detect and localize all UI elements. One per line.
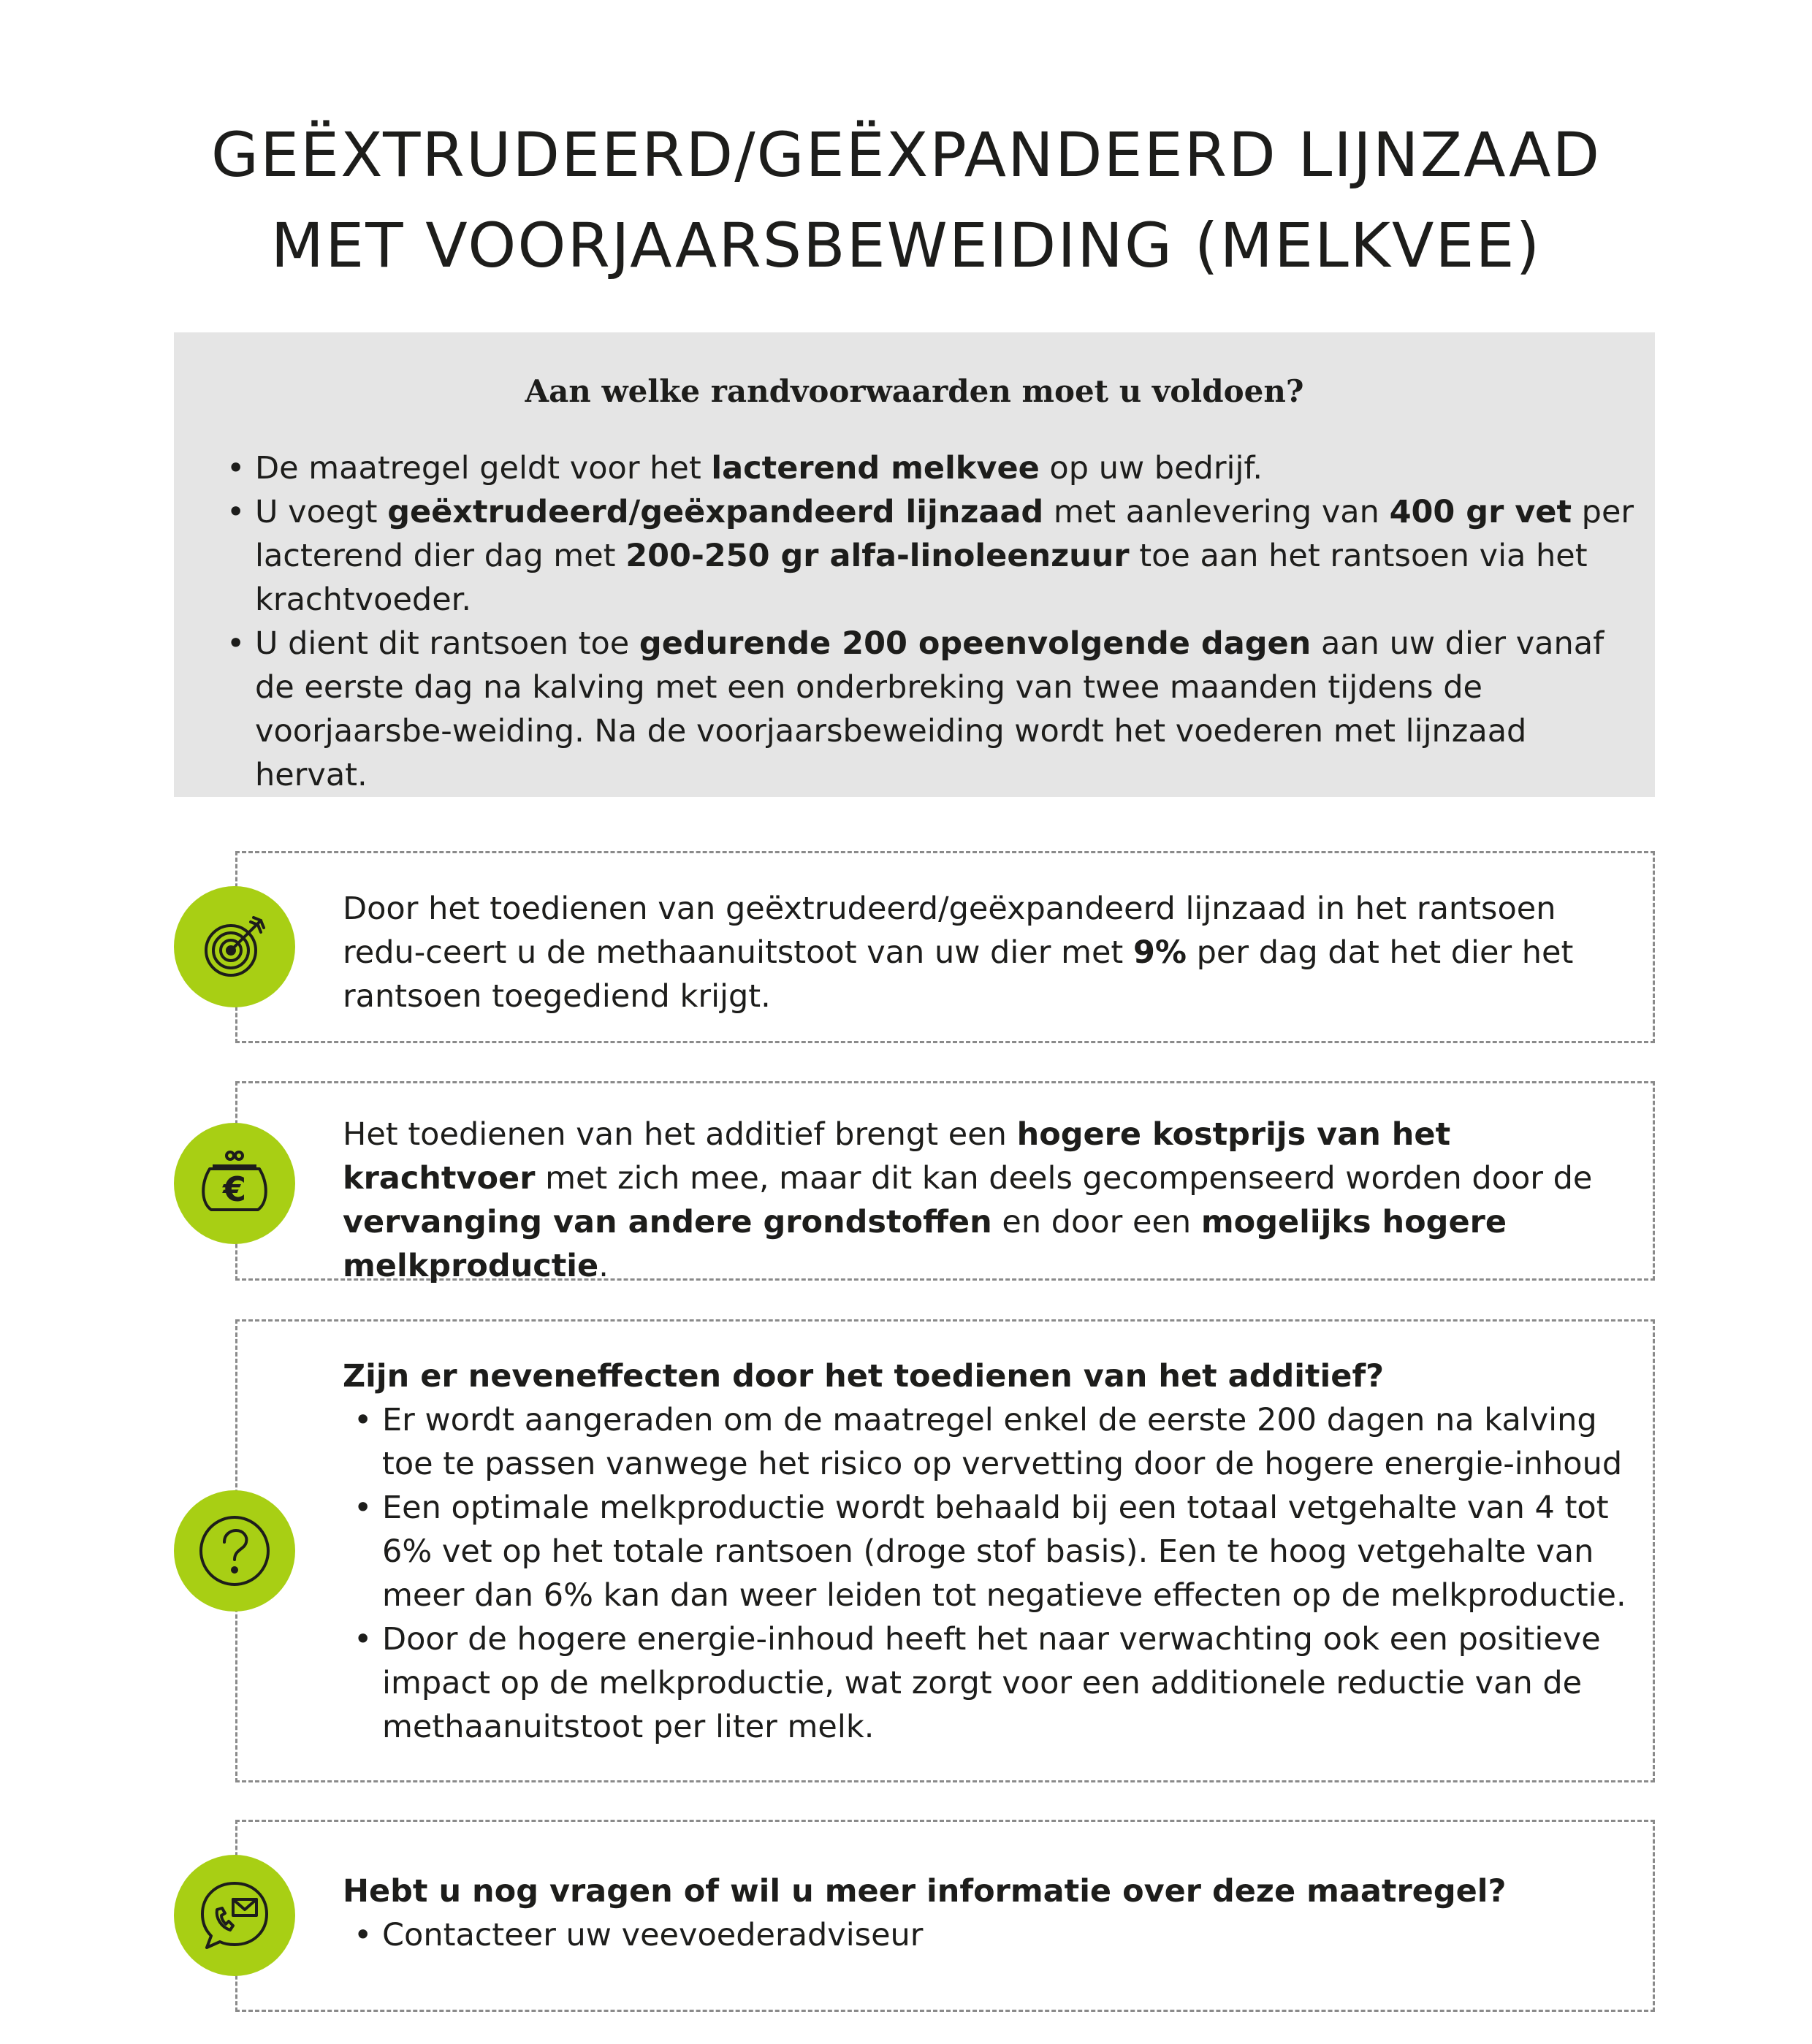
question-icon (174, 1490, 295, 1612)
list-item: • Een optimale melkproductie wordt behaald bij een totaal vetgehalte van 4 tot 6% vet op het totale rantsoen (droge stof basis). Een te hoog vetgehalte van meer dan 6% kan dan weer leiden tot negatieve effecten op de melkproductie. (354, 1486, 1636, 1617)
conditions-panel (174, 332, 1655, 797)
list-item: • Er wordt aangeraden om de maatregel enkel de eerste 200 dagen na kalving toe te passen vanwege het risico op vervetting door de hogere energie-inhoud (354, 1398, 1636, 1486)
list-item: • Contacteer uw veevoederadviseur (354, 1913, 1636, 1957)
contact-heading: Hebt u nog vragen of wil u meer informatie over deze maatregel? (343, 1873, 1507, 1910)
cost-box (235, 1081, 1655, 1284)
title-line-1: GEËXTRUDEERD/GEËXPANDEERD LIJNZAAD (210, 119, 1602, 191)
euro-purse-icon (174, 1123, 295, 1244)
effect-text: Door het toedienen van geëxtrudeerd/geëxpandeerd lijnzaad in het rantsoen redu-ceert u de methaanuitstoot van uw dier met 9% per dag dat het dier het rantsoen toegediend krijgt. (343, 891, 1574, 1015)
page-title (0, 110, 1812, 291)
condition-item: • U dient dit rantsoen toe gedurende 200 opeenvolgende dagen aan uw dier vanaf de eerste dag na kalving met een onderbreking van twee maanden tijdens de voorjaarsbe-weiding. Na de voorjaarsbeweiding wordt het voederen met lijnzaad hervat. (226, 622, 1637, 797)
conditions-list (226, 446, 1637, 797)
svg-text:€: € (222, 1170, 247, 1209)
side-effects-box (235, 1319, 1655, 1782)
phone-mail-bubble-icon (174, 1855, 295, 1976)
effect-box (235, 851, 1655, 1043)
contact-content (343, 1869, 1636, 1957)
cost-text: Het toedienen van het additief brengt een hogere kostprijs van het krachtvoer met zich mee, maar dit kan deels gecompenseerd worden door de vervanging van andere grondstoffen en door een mogelijks hogere melkproductie. (343, 1116, 1593, 1284)
condition-item: • De maatregel geldt voor het lacterend melkvee op uw bedrijf. (226, 446, 1637, 490)
conditions-heading: Aan welke randvoorwaarden moet u voldoen? (525, 373, 1304, 409)
title-line-2: MET VOORJAARSBEWEIDING (MELKVEE) (270, 210, 1542, 281)
contact-list (354, 1913, 1636, 1957)
list-item: • Door de hogere energie-inhoud heeft het naar verwachting ook een positieve impact op de melkproductie, wat zorgt voor een additionele reductie van de methaanuitstoot per liter melk. (354, 1617, 1636, 1749)
contact-box (235, 1820, 1655, 2012)
side-effects-content (343, 1354, 1636, 1749)
side-effects-heading: Zijn er neveneffecten door het toedienen van het additief? (343, 1358, 1385, 1395)
side-effects-list (354, 1398, 1636, 1749)
target-icon (174, 886, 295, 1007)
condition-item: • U voegt geëxtrudeerd/geëxpandeerd lijnzaad met aanlevering van 400 gr vet per lacterend dier dag met 200-250 gr alfa-linoleenzuur toe aan het rantsoen via het krachtvoeder. (226, 490, 1637, 622)
